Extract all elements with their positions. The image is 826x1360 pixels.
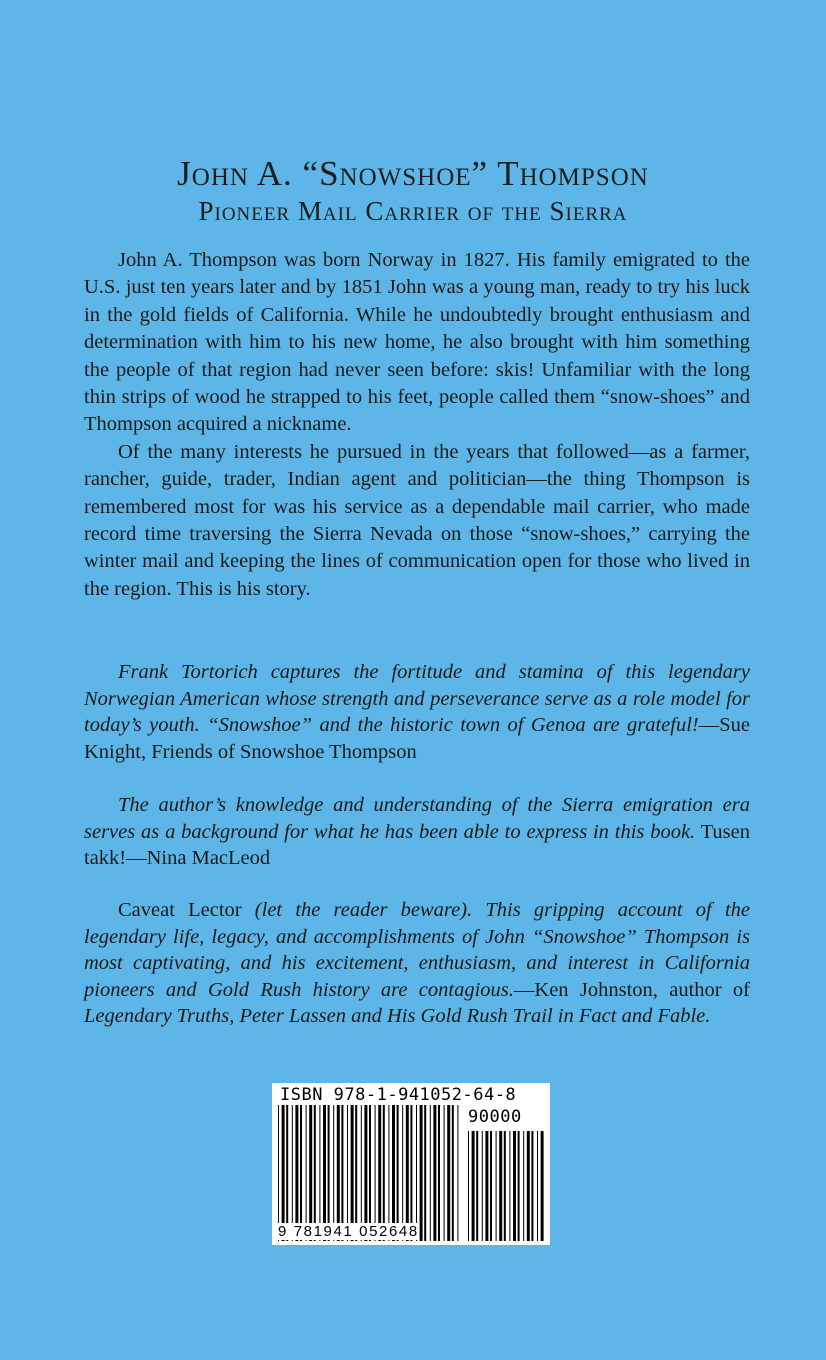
ean-bar: [397, 1105, 399, 1241]
endorsement-quote-1: [84, 659, 750, 765]
ean-bar: [388, 1105, 389, 1241]
addon-bar: [537, 1131, 538, 1241]
ean-bar: [278, 1105, 279, 1241]
addon-bar: [523, 1131, 524, 1241]
addon-bar: [531, 1131, 533, 1241]
ean-bar: [337, 1105, 340, 1241]
ean-bar: [364, 1105, 367, 1241]
isbn-barcode: [272, 1083, 550, 1245]
ean-bar: [369, 1105, 371, 1241]
addon-bar: [496, 1131, 497, 1241]
addon-bar: [499, 1131, 502, 1241]
ean-bar: [319, 1105, 320, 1241]
addon-bar: [482, 1131, 483, 1241]
quote-2-attribution: Tusen takk!—Nina MacLeod: [84, 820, 750, 869]
quote-1-attribution: —Sue Knight, Friends of Snowshoe Thompson: [84, 714, 750, 763]
ean-bar: [341, 1105, 343, 1241]
ean-bar: [333, 1105, 334, 1241]
ean-bar: [406, 1105, 409, 1241]
ean-bar: [286, 1105, 288, 1241]
endorsement-quote-2: [84, 792, 750, 872]
ean-bar: [351, 1105, 354, 1241]
ean-bar: [292, 1105, 293, 1241]
ean-bar: [402, 1105, 403, 1241]
addon-bar: [490, 1131, 492, 1241]
ean-digits: 9 781941 052648: [278, 1223, 419, 1240]
ean-bar: [424, 1105, 426, 1241]
ean-bar: [444, 1105, 445, 1241]
ean-bar: [347, 1105, 348, 1241]
endorsement-quote-3: [84, 897, 750, 1030]
ean-bar: [309, 1105, 312, 1241]
ean-bar: [375, 1105, 376, 1241]
ean-bar: [447, 1105, 450, 1241]
addon-bar: [513, 1131, 516, 1241]
ean-bar: [323, 1105, 326, 1241]
ean-bar: [433, 1105, 436, 1241]
quote-3-lead: Caveat Lector: [118, 899, 242, 921]
ean-bar: [300, 1105, 302, 1241]
ean-bar: [392, 1105, 395, 1241]
quote-3-works: Legendary Truths, Peter Lassen and His Gold Rush Trail in Fact and Fable.: [84, 1005, 711, 1027]
addon-bar: [485, 1131, 488, 1241]
ean-bar: [430, 1105, 431, 1241]
book-title: John A. “Snowshoe” Thompson: [177, 154, 649, 193]
ean-bar: [314, 1105, 316, 1241]
ean-bar: [383, 1105, 385, 1241]
blurb-paragraph-1: John A. Thompson was born Norway in 1827. His family emigrated to the U.S. just ten years later and by 1851 John was a young man, ready to try his luck in the gold fields of California. While he undoubtedly brought enthusiasm and determination with him to his new home, he also brought with him something the people of that region had never seen before: skis! Unfamiliar with the long thin strips of wood he strapped to his feet, people called them “snow-shoes” and Thompson acquired a nickname.: [84, 249, 750, 436]
ean-bar: [452, 1105, 454, 1241]
ean-bar: [355, 1105, 357, 1241]
addon-bar: [468, 1131, 469, 1241]
ean-bar: [295, 1105, 298, 1241]
addon-bar: [472, 1131, 475, 1241]
ean-bar: [410, 1105, 412, 1241]
quote-2-text: The author’s knowledge and understanding of the Sierra emigration era serves as a background for what he has been able to express in this book.: [84, 794, 750, 843]
addon-bar: [509, 1131, 510, 1241]
blurb: [84, 247, 750, 603]
addon-bar: [527, 1131, 530, 1241]
price-addon-digits: 90000: [468, 1107, 522, 1127]
ean-bar: [416, 1105, 417, 1241]
isbn-label: ISBN 978-1-941052-64-8: [280, 1085, 517, 1105]
ean-bar: [457, 1105, 458, 1241]
addon-bar: [541, 1131, 544, 1241]
addon-bar: [476, 1131, 478, 1241]
ean-bar: [306, 1105, 307, 1241]
ean-bar: [361, 1105, 362, 1241]
book-subtitle: Pioneer Mail Carrier of the Sierra: [198, 196, 628, 226]
quote-3-attribution: —Ken Johnston, author of: [513, 978, 750, 1001]
quote-1-text: Frank Tortorich captures the fortitude and stamina of this legendary Norwegian American whose strength and perseverance serve as a role model for today’s youth. “Snowshoe” and the historic town of Genoa are grateful!: [84, 661, 750, 736]
quote-3-text: (let the reader beware). This gripping account of the legendary life, legacy, and accomplishments of John “Snowshoe” Thompson is most captivating, and his excitement, enthusiasm, and interest in California pioneers and Gold Rush history are contagious.: [84, 899, 750, 1001]
ean-bar: [420, 1105, 423, 1241]
addon-bar: [518, 1131, 520, 1241]
ean-bar: [282, 1105, 285, 1241]
ean-bar: [438, 1105, 440, 1241]
ean-bar: [328, 1105, 330, 1241]
ean-bar: [378, 1105, 381, 1241]
addon-bar: [504, 1131, 506, 1241]
blurb-paragraph-2: Of the many interests he pursued in the years that followed—as a farmer, rancher, guide, trader, Indian agent and politician—the thing Thompson is remembered most for was his service as a dependable mail carrier, who made record time traversing the Sierra Nevada on those “snow-shoes,” carrying the winter mail and keeping the lines of communication open for those who lived in the region. This is his story.: [84, 440, 750, 600]
